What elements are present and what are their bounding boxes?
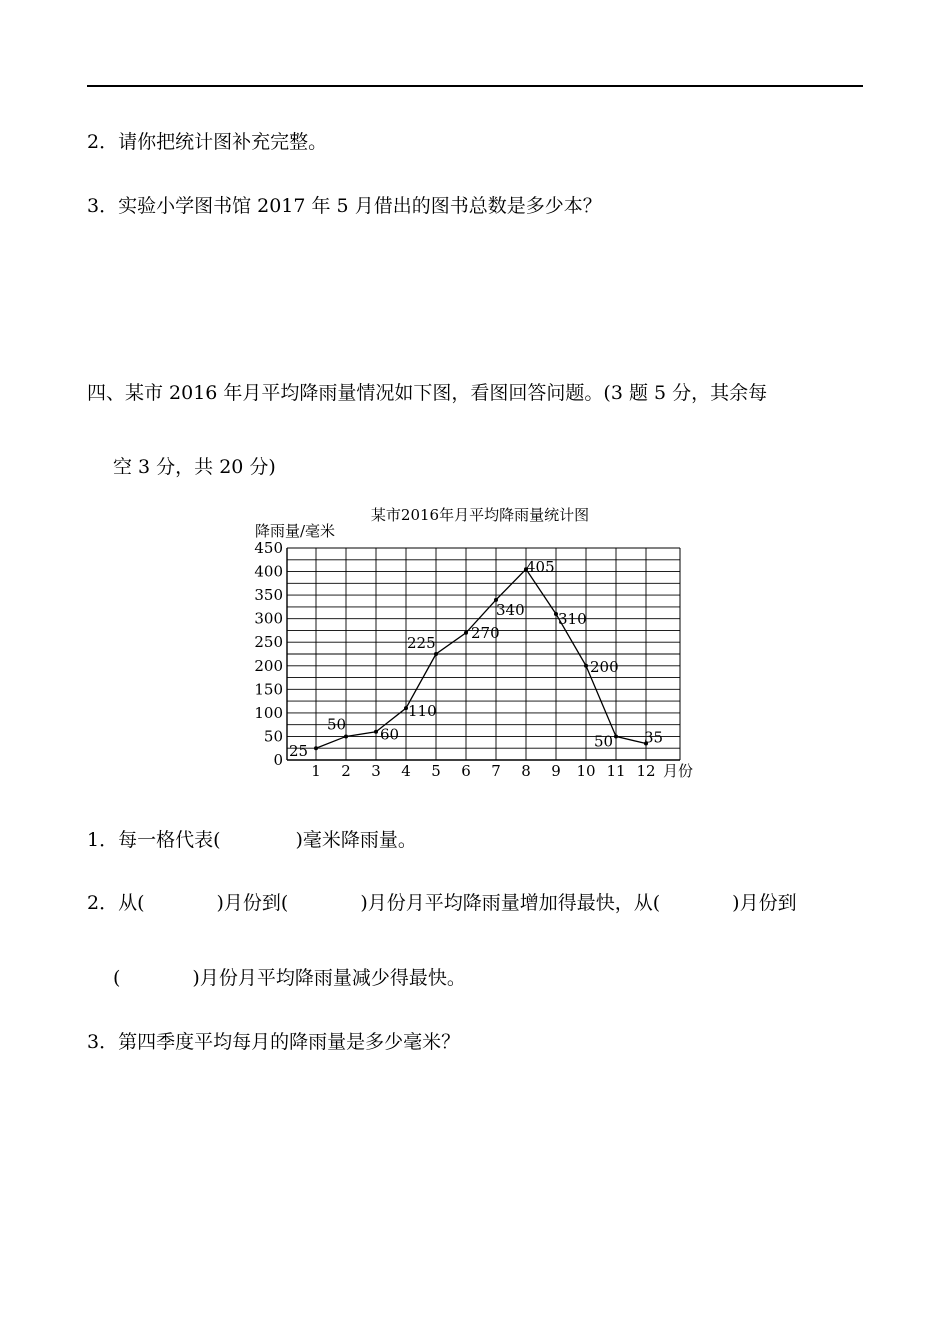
x-tick-label: 10 — [576, 762, 596, 780]
data-point — [464, 631, 468, 635]
q1-text-after: )毫米降雨量。 — [295, 829, 417, 851]
q2-line2-text-post: )月份月平均降雨量减少得最快。 — [192, 967, 466, 989]
data-label: 50 — [327, 715, 347, 734]
y-tick-label: 250 — [254, 633, 283, 652]
y-tick-label: 450 — [254, 539, 283, 557]
x-tick-label: 5 — [431, 762, 441, 780]
data-point — [374, 730, 378, 734]
y-tick-label: 0 — [273, 751, 283, 769]
data-label: 270 — [471, 623, 500, 642]
y-tick-label: 350 — [254, 586, 283, 605]
x-tick-label: 12 — [636, 762, 656, 780]
q1-text-before: 1．每一格代表( — [87, 829, 221, 851]
q2-text-b: )月份到( — [216, 892, 289, 914]
x-tick-label: 3 — [371, 762, 381, 780]
x-tick-label: 6 — [461, 762, 471, 780]
prev-question-3: 3．实验小学图书馆 2017 年 5 月借出的图书总数是多少本？ — [87, 195, 602, 217]
section4-heading-line2: 空 3 分，共 20 分) — [113, 456, 276, 478]
section4-heading-line1: 四、某市 2016 年月平均降雨量情况如下图，看图回答问题。(3 题 5 分，其余每 — [87, 382, 768, 404]
y-tick-label: 150 — [254, 680, 283, 699]
y-tick-label: 50 — [263, 727, 283, 746]
data-point — [434, 652, 438, 656]
section4-question-2-line2 — [113, 966, 466, 990]
data-label: 110 — [408, 702, 437, 721]
data-label: 35 — [644, 728, 664, 747]
data-label: 200 — [590, 657, 619, 676]
data-point — [314, 746, 318, 750]
x-tick-label: 7 — [491, 762, 501, 780]
section4-question-2-line1 — [87, 891, 797, 915]
x-tick-label: 9 — [551, 762, 561, 780]
data-label: 340 — [496, 600, 525, 619]
y-tick-label: 200 — [254, 656, 283, 675]
x-tick-label: 11 — [606, 762, 626, 780]
q2-text-c: )月份月平均降雨量增加得最快，从( — [360, 892, 661, 914]
x-tick-label: 8 — [521, 762, 531, 780]
data-label: 60 — [380, 725, 400, 744]
y-tick-label: 400 — [254, 562, 283, 581]
chart-data-labels — [289, 558, 663, 760]
x-tick-label: 2 — [341, 762, 351, 780]
data-label: 310 — [558, 609, 587, 628]
x-tick-label: 1 — [311, 762, 321, 780]
data-label: 405 — [526, 558, 555, 577]
chart-y-axis-label: 降雨量/毫米 — [255, 522, 336, 540]
q2-line2-text-pre: ( — [113, 967, 121, 989]
prev-question-2: 2．请你把统计图补充完整。 — [87, 131, 328, 153]
section4-question-1 — [87, 828, 417, 852]
section4-question-3: 3．第四季度平均每月的降雨量是多少毫米？ — [87, 1031, 461, 1053]
rainfall-line-chart — [230, 498, 710, 788]
y-tick-label: 100 — [254, 703, 283, 722]
chart-title: 某市2016年月平均降雨量统计图 — [370, 506, 590, 524]
data-label: 50 — [594, 732, 614, 751]
q2-text-a: 2．从( — [87, 892, 145, 914]
data-label: 25 — [289, 742, 309, 761]
x-tick-label: 4 — [401, 762, 411, 780]
chart-x-ticks — [311, 762, 655, 780]
y-tick-label: 300 — [254, 609, 283, 628]
data-point — [584, 664, 588, 668]
data-point — [344, 734, 348, 738]
chart-y-ticks — [254, 539, 283, 769]
data-label: 225 — [407, 634, 436, 652]
q2-text-d: )月份到 — [732, 892, 797, 914]
data-point — [614, 734, 618, 738]
chart-x-axis-label: 月份 — [663, 762, 694, 780]
top-rule — [87, 85, 863, 87]
